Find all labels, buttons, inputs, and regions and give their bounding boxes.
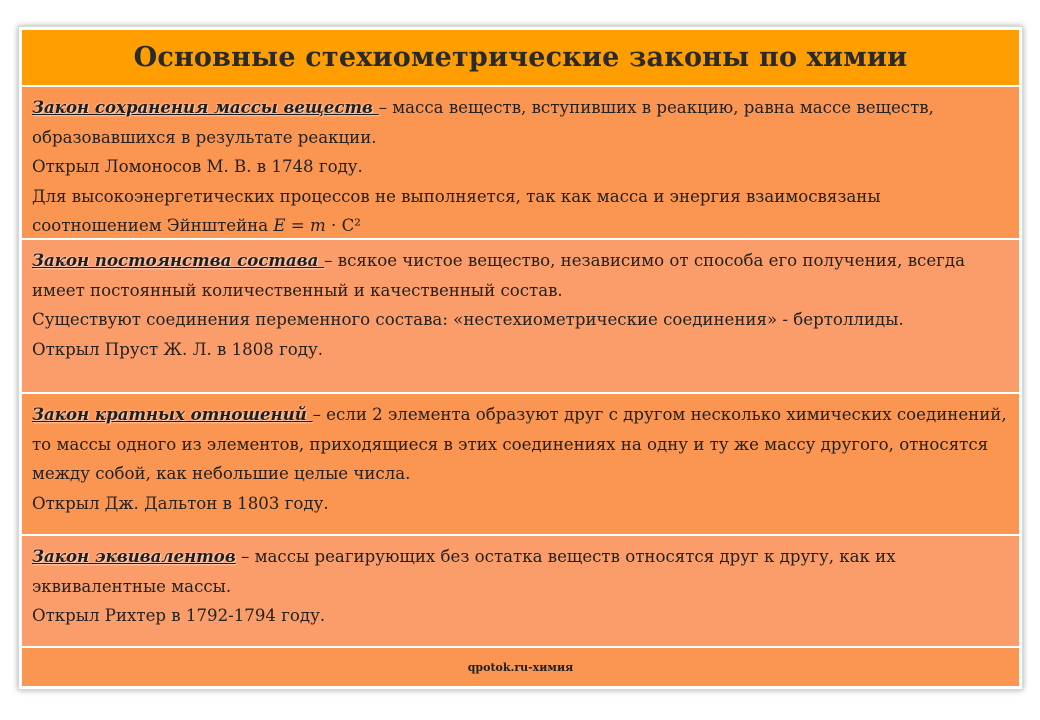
law-note-paragraph — [32, 182, 1009, 241]
formula-c2: C² — [341, 216, 361, 236]
law-row-mass-conservation — [22, 87, 1019, 240]
law-note: Существуют соединения переменного состава: «нестехиометрические соединения» - бертоллиды. — [32, 310, 904, 330]
formula-dot: · — [325, 216, 342, 236]
title-row — [22, 30, 1019, 87]
law-discovery: Открыл Рихтер в 1792-1794 году. — [32, 606, 326, 626]
law-definition-paragraph — [32, 93, 1009, 152]
law-definition: – масса веществ, вступивших в реакцию, равна массе веществ, образовавшихся в результате реакции. — [32, 98, 934, 147]
law-row-multiple-proportions — [22, 394, 1019, 536]
laws-table — [22, 30, 1019, 686]
law-discovery: Открыл Дж. Дальтон в 1803 году. — [32, 493, 329, 513]
formula-equals: = — [285, 216, 310, 236]
law-definition: – всякое чистое вещество, независимо от способа его получения, всегда имеет постоянный количественный и качественный состав. — [32, 251, 965, 300]
law-row-equivalents — [22, 536, 1019, 648]
law-name: Закон постоянства состава — [32, 250, 325, 270]
law-discovery: Открыл Пруст Ж. Л. в 1808 году. — [32, 339, 324, 359]
formula-m: m — [309, 216, 326, 236]
page-title: Основные стехиометрические законы по химии — [133, 42, 908, 73]
law-definition: – если 2 элемента образуют друг с другом несколько химических соединений, то массы одного из элементов, приходящиеся в этих соединениях на одну и ту же массу другого, относятся между собой, как небольшие целые числа. — [32, 405, 1007, 484]
law-note: Для высокоэнергетических процессов не выполняется, так как масса и энергия взаимосвязаны соотношением Эйнштейна — [32, 186, 881, 236]
law-definition-paragraph — [32, 542, 1009, 601]
formula-e: E — [273, 216, 286, 236]
laws-table-frame — [18, 26, 1023, 690]
law-name: Закон эквивалентов — [32, 546, 236, 566]
law-definition-paragraph — [32, 400, 1009, 489]
law-discovery: Открыл Ломоносов М. В. в 1748 году. — [32, 157, 363, 177]
law-name: Закон кратных отношений — [32, 404, 313, 424]
einstein-formula — [273, 216, 361, 235]
footer-row — [22, 648, 1019, 686]
law-definition: – массы реагирующих без остатка веществ относятся друг к другу, как их эквивалентные массы. — [32, 547, 896, 596]
footer-source: qpotok.ru-химия — [467, 660, 574, 674]
law-definition-paragraph — [32, 246, 1009, 305]
law-name: Закон сохранения массы веществ — [32, 97, 379, 117]
law-row-constant-composition — [22, 240, 1019, 394]
